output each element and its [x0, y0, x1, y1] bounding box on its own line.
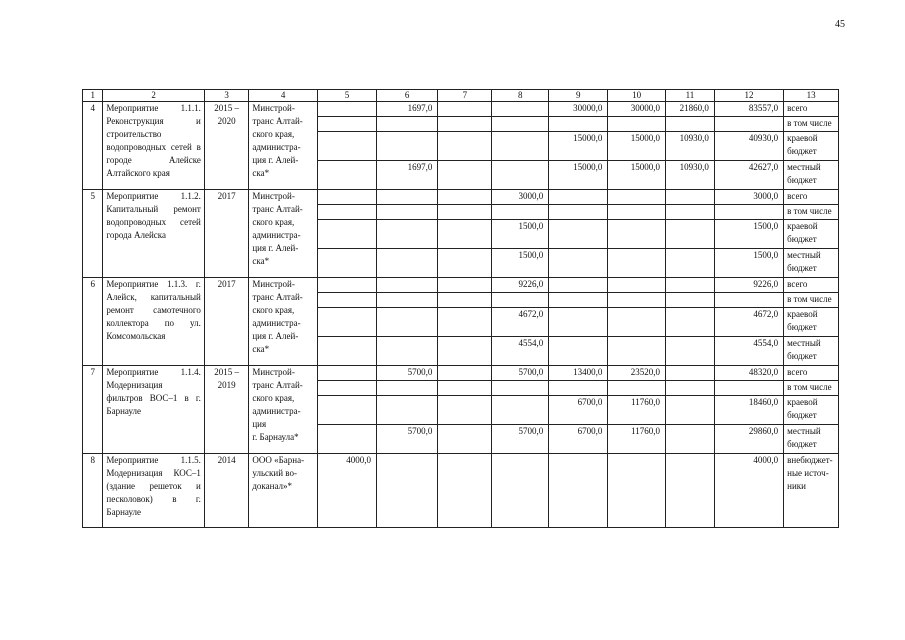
amount-cell [608, 117, 666, 132]
amount-cell [317, 117, 376, 132]
budget-table [82, 89, 839, 528]
amount-cell [438, 249, 492, 278]
amount-cell [608, 308, 666, 337]
row-number: 4 [83, 102, 103, 190]
funding-source: местный бюджет [784, 249, 839, 278]
amount-cell [549, 117, 608, 132]
amount-cell: 1697,0 [377, 102, 438, 117]
column-number: 13 [784, 90, 839, 102]
amount-cell [665, 366, 714, 381]
amount-cell [608, 220, 666, 249]
row-number: 8 [83, 454, 103, 528]
amount-cell [665, 396, 714, 425]
amount-cell [438, 190, 492, 205]
column-number: 9 [549, 90, 608, 102]
amount-cell: 15000,0 [608, 161, 666, 190]
amount-cell: 5700,0 [492, 425, 549, 454]
column-number: 8 [492, 90, 549, 102]
amount-cell: 5700,0 [377, 366, 438, 381]
funding-source: всего [784, 102, 839, 117]
amount-cell [317, 308, 376, 337]
amount-cell [608, 278, 666, 293]
amount-cell [608, 249, 666, 278]
amount-cell: 83557,0 [714, 102, 783, 117]
funding-source: краевой бюджет [784, 308, 839, 337]
amount-cell: 48320,0 [714, 366, 783, 381]
amount-cell [665, 190, 714, 205]
column-number: 12 [714, 90, 783, 102]
measure-name: Мероприятие 1.1.1. Реконструкция и строительство водопроводных сетей в городе Алейске Алтайского края [103, 102, 204, 190]
column-number: 3 [204, 90, 249, 102]
column-number: 11 [665, 90, 714, 102]
amount-cell: 42627,0 [714, 161, 783, 190]
amount-cell [665, 249, 714, 278]
amount-cell [549, 337, 608, 366]
amount-cell: 15000,0 [608, 132, 666, 161]
table-row [83, 366, 839, 381]
column-number: 6 [377, 90, 438, 102]
amount-cell [492, 132, 549, 161]
funding-source: в том числе [784, 205, 839, 220]
amount-cell: 15000,0 [549, 161, 608, 190]
amount-cell: 23520,0 [608, 366, 666, 381]
amount-cell [438, 220, 492, 249]
amount-cell: 15000,0 [549, 132, 608, 161]
amount-cell [317, 366, 376, 381]
column-number: 2 [103, 90, 204, 102]
amount-cell: 6700,0 [549, 425, 608, 454]
amount-cell [438, 132, 492, 161]
amount-cell [377, 117, 438, 132]
amount-cell: 29860,0 [714, 425, 783, 454]
amount-cell: 4554,0 [714, 337, 783, 366]
amount-cell [665, 337, 714, 366]
amount-cell [714, 293, 783, 308]
years: 2015 – 2020 [204, 102, 249, 190]
amount-cell: 4672,0 [492, 308, 549, 337]
header-row [83, 90, 839, 102]
amount-cell [317, 293, 376, 308]
amount-cell [317, 425, 376, 454]
amount-cell [317, 220, 376, 249]
amount-cell [317, 102, 376, 117]
amount-cell [317, 190, 376, 205]
amount-cell [317, 381, 376, 396]
amount-cell [438, 337, 492, 366]
amount-cell [549, 278, 608, 293]
amount-cell [317, 396, 376, 425]
measure-name: Мероприятие 1.1.3. г. Алейск, капитальный ремонт самотечного коллектора по ул. Комсомольская [103, 278, 204, 366]
amount-cell [549, 249, 608, 278]
amount-cell: 5700,0 [377, 425, 438, 454]
amount-cell [377, 454, 438, 528]
amount-cell [492, 454, 549, 528]
amount-cell [438, 366, 492, 381]
amount-cell [549, 190, 608, 205]
funding-source: всего [784, 190, 839, 205]
executor: Минстрой- транс Алтай- ского края, администра- ция г. Алей- ска* [249, 190, 318, 278]
amount-cell [549, 205, 608, 220]
amount-cell [549, 293, 608, 308]
amount-cell [665, 293, 714, 308]
amount-cell: 10930,0 [665, 161, 714, 190]
amount-cell: 6700,0 [549, 396, 608, 425]
years: 2014 [204, 454, 249, 528]
funding-source: в том числе [784, 293, 839, 308]
amount-cell [377, 249, 438, 278]
amount-cell [377, 220, 438, 249]
amount-cell [438, 102, 492, 117]
amount-cell [317, 161, 376, 190]
amount-cell: 11760,0 [608, 425, 666, 454]
column-number: 4 [249, 90, 318, 102]
amount-cell: 9226,0 [492, 278, 549, 293]
funding-source: местный бюджет [784, 425, 839, 454]
funding-source: краевой бюджет [784, 220, 839, 249]
amount-cell [317, 337, 376, 366]
row-number: 6 [83, 278, 103, 366]
amount-cell: 9226,0 [714, 278, 783, 293]
amount-cell [377, 132, 438, 161]
amount-cell: 11760,0 [608, 396, 666, 425]
amount-cell: 3000,0 [492, 190, 549, 205]
amount-cell: 1500,0 [492, 249, 549, 278]
years: 2017 [204, 278, 249, 366]
amount-cell: 4672,0 [714, 308, 783, 337]
amount-cell [438, 396, 492, 425]
amount-cell: 3000,0 [714, 190, 783, 205]
amount-cell [665, 220, 714, 249]
amount-cell [608, 337, 666, 366]
amount-cell: 18460,0 [714, 396, 783, 425]
amount-cell [438, 308, 492, 337]
executor: ООО «Барна- ульский во- доканал»* [249, 454, 318, 528]
executor: Минстрой- транс Алтай- ского края, администра- ция г. Алей- ска* [249, 102, 318, 190]
amount-cell: 5700,0 [492, 366, 549, 381]
column-number: 5 [317, 90, 376, 102]
amount-cell [549, 381, 608, 396]
amount-cell [377, 381, 438, 396]
amount-cell [317, 278, 376, 293]
amount-cell [665, 308, 714, 337]
years: 2017 [204, 190, 249, 278]
amount-cell [377, 293, 438, 308]
funding-source: в том числе [784, 117, 839, 132]
executor: Минстрой- транс Алтай- ского края, администра- ция г. Алей- ска* [249, 278, 318, 366]
amount-cell [438, 161, 492, 190]
amount-cell [714, 117, 783, 132]
amount-cell: 1500,0 [714, 249, 783, 278]
amount-cell [438, 381, 492, 396]
amount-cell: 1500,0 [492, 220, 549, 249]
column-number: 7 [438, 90, 492, 102]
funding-source: краевой бюджет [784, 132, 839, 161]
amount-cell: 1697,0 [377, 161, 438, 190]
amount-cell [377, 190, 438, 205]
row-number: 7 [83, 366, 103, 454]
amount-cell [714, 381, 783, 396]
amount-cell: 1500,0 [714, 220, 783, 249]
amount-cell [492, 161, 549, 190]
amount-cell [608, 454, 666, 528]
amount-cell: 30000,0 [549, 102, 608, 117]
amount-cell: 4000,0 [317, 454, 376, 528]
table-row [83, 278, 839, 293]
page-number: 45 [835, 19, 845, 30]
funding-source: краевой бюджет [784, 396, 839, 425]
amount-cell [492, 293, 549, 308]
years: 2015 – 2019 [204, 366, 249, 454]
amount-cell [549, 220, 608, 249]
funding-source: в том числе [784, 381, 839, 396]
amount-cell [438, 293, 492, 308]
amount-cell: 4554,0 [492, 337, 549, 366]
amount-cell [492, 117, 549, 132]
funding-source: внебюджет- ные источ- ники [784, 454, 839, 528]
amount-cell [665, 205, 714, 220]
executor: Минстрой- транс Алтай- ского края, администра- ция г. Барнаула* [249, 366, 318, 454]
amount-cell [377, 337, 438, 366]
amount-cell [608, 293, 666, 308]
amount-cell [665, 454, 714, 528]
column-number: 1 [83, 90, 103, 102]
amount-cell [665, 117, 714, 132]
amount-cell [665, 425, 714, 454]
amount-cell [549, 454, 608, 528]
amount-cell [438, 278, 492, 293]
funding-source: всего [784, 366, 839, 381]
measure-name: Мероприятие 1.1.2. Капитальный ремонт водопроводных сетей города Алейска [103, 190, 204, 278]
table-row [83, 190, 839, 205]
amount-cell [377, 278, 438, 293]
funding-source: местный бюджет [784, 337, 839, 366]
amount-cell [492, 381, 549, 396]
amount-cell [492, 396, 549, 425]
amount-cell [608, 190, 666, 205]
amount-cell: 4000,0 [714, 454, 783, 528]
table-row [83, 102, 839, 117]
amount-cell [317, 205, 376, 220]
amount-cell [549, 308, 608, 337]
amount-cell: 40930,0 [714, 132, 783, 161]
amount-cell [377, 396, 438, 425]
column-number: 10 [608, 90, 666, 102]
measure-name: Мероприятие 1.1.5. Модернизация КОС–1 (здание решеток и песколовок) в г. Барнауле [103, 454, 204, 528]
amount-cell [438, 425, 492, 454]
amount-cell [377, 308, 438, 337]
amount-cell [665, 278, 714, 293]
measure-name: Мероприятие 1.1.4. Модернизация фильтров ВОС–1 в г. Барнауле [103, 366, 204, 454]
amount-cell [608, 381, 666, 396]
amount-cell [377, 205, 438, 220]
amount-cell: 10930,0 [665, 132, 714, 161]
amount-cell [714, 205, 783, 220]
amount-cell: 21860,0 [665, 102, 714, 117]
row-number: 5 [83, 190, 103, 278]
amount-cell [438, 205, 492, 220]
amount-cell [438, 117, 492, 132]
amount-cell [492, 102, 549, 117]
amount-cell [317, 249, 376, 278]
funding-source: всего [784, 278, 839, 293]
amount-cell [608, 205, 666, 220]
table-row [83, 454, 839, 528]
amount-cell: 30000,0 [608, 102, 666, 117]
amount-cell [438, 454, 492, 528]
amount-cell [492, 205, 549, 220]
funding-source: местный бюджет [784, 161, 839, 190]
amount-cell: 13400,0 [549, 366, 608, 381]
amount-cell [665, 381, 714, 396]
amount-cell [317, 132, 376, 161]
